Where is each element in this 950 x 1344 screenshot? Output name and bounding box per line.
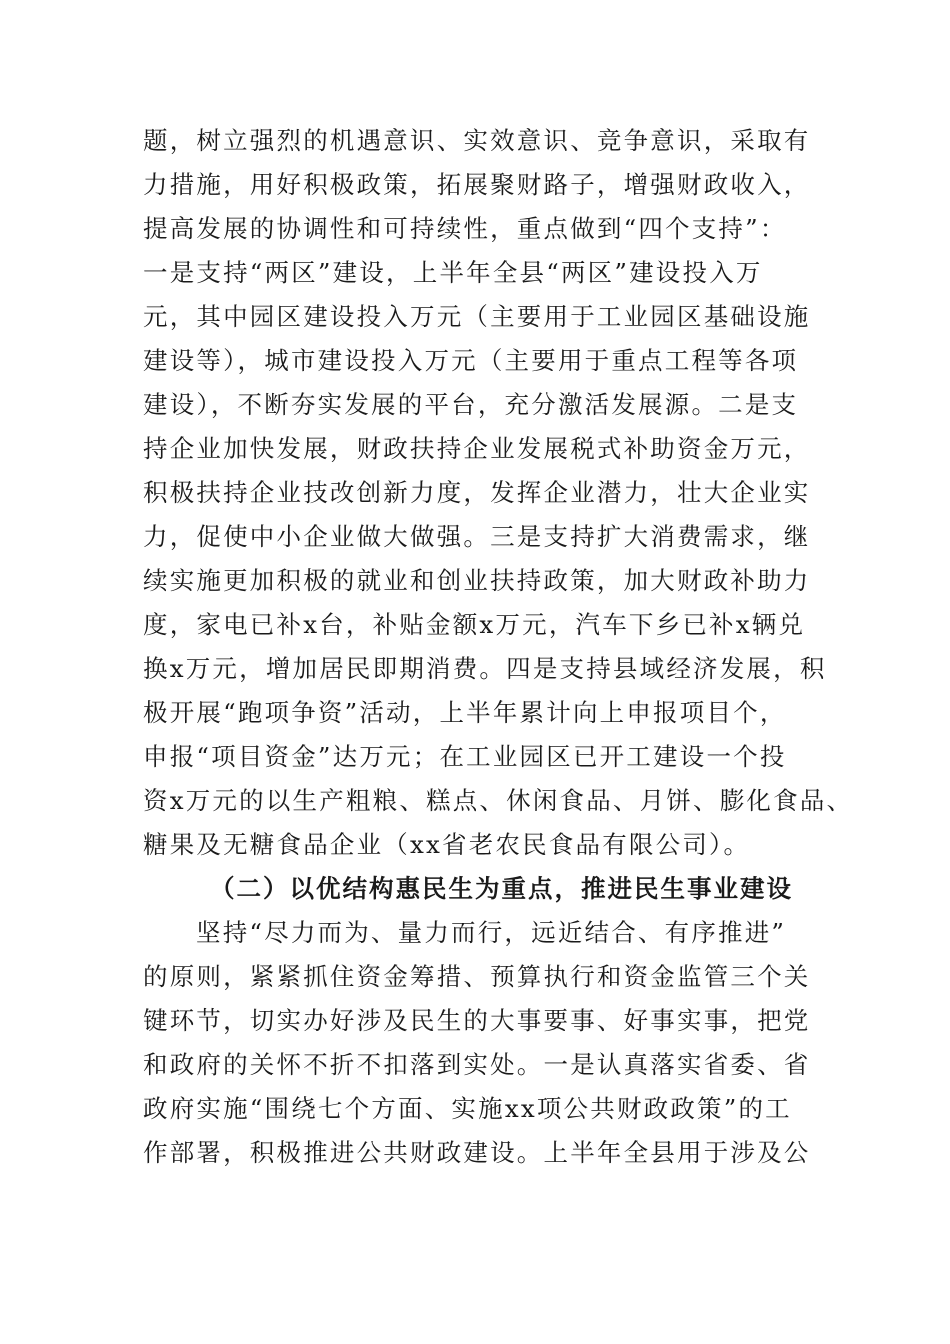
paragraph-line: 坚持“尽力而为、量力而行，远近结合、有序推进” bbox=[196, 918, 787, 947]
paragraph-line: 政府实施“围绕七个方面、实施xx项公共财政政策”的工 bbox=[143, 1094, 792, 1123]
paragraph-line: 申报“项目资金”达万元；在工业园区已开工建设一个投 bbox=[143, 742, 787, 771]
paragraph-line: 资x万元的以生产粗粮、糕点、休闲食品、月饼、膨化食品、 bbox=[143, 786, 854, 815]
paragraph-line: 极开展“跑项争资”活动，上半年累计向上申报项目个， bbox=[143, 698, 787, 727]
paragraph-line: 元，其中园区建设投入万元（主要用于工业园区基础设施 bbox=[143, 302, 811, 331]
section-heading: （二）以优结构惠民生为重点，推进民生事业建设 bbox=[210, 874, 793, 903]
paragraph-line: 力，促使中小企业做大做强。三是支持扩大消费需求，继 bbox=[143, 522, 811, 551]
paragraph-line: 力措施，用好积极政策，拓展聚财路子，增强财政收入， bbox=[143, 170, 811, 199]
paragraph-line: 持企业加快发展，财政扶持企业发展税式补助资金万元， bbox=[143, 434, 811, 463]
paragraph-line: 题，树立强烈的机遇意识、实效意识、竞争意识，采取有 bbox=[143, 126, 811, 155]
paragraph-line: 积极扶持企业技改创新力度，发挥企业潜力，壮大企业实 bbox=[143, 478, 811, 507]
paragraph-line: 提高发展的协调性和可持续性，重点做到“四个支持”： bbox=[143, 214, 787, 243]
paragraph-line: 度，家电已补x台，补贴金额x万元，汽车下乡已补x辆兑 bbox=[143, 610, 806, 639]
paragraph-line: 键环节，切实办好涉及民生的大事要事、好事实事，把党 bbox=[143, 1006, 811, 1035]
paragraph-line: 建设），不断夯实发展的平台，充分激活发展源。二是支 bbox=[143, 390, 799, 419]
paragraph-line: 换x万元，增加居民即期消费。四是支持县域经济发展，积 bbox=[143, 654, 827, 683]
paragraph-line: 作部署，积极推进公共财政建设。上半年全县用于涉及公 bbox=[143, 1138, 811, 1167]
paragraph-line: 一是支持“两区”建设，上半年全县“两区”建设投入万 bbox=[143, 258, 763, 287]
paragraph-line: 建设等），城市建设投入万元（主要用于重点工程等各项 bbox=[143, 346, 799, 375]
paragraph-line: 的原则，紧紧抓住资金筹措、预算执行和资金监管三个关 bbox=[143, 962, 811, 991]
paragraph-line: 续实施更加积极的就业和创业扶持政策，加大财政补助力 bbox=[143, 566, 811, 595]
paragraph-line: 和政府的关怀不折不扣落到实处。一是认真落实省委、省 bbox=[143, 1050, 811, 1079]
paragraph-line: 糖果及无糖食品企业（xx省老农民食品有限公司）。 bbox=[143, 830, 751, 859]
